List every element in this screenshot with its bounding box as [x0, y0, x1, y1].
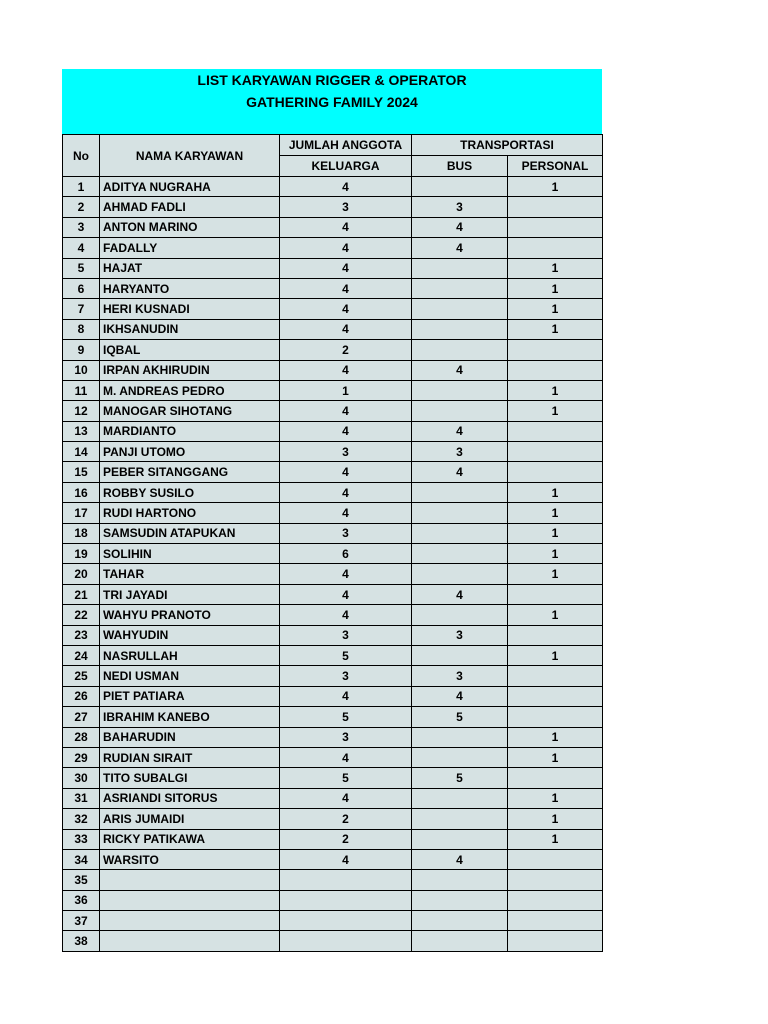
bus-count: 5 — [412, 707, 508, 727]
bus-count: 4 — [412, 217, 508, 237]
family-count — [280, 870, 412, 890]
row-number: 36 — [63, 890, 100, 910]
bus-count — [412, 380, 508, 400]
personal-count: 1 — [508, 319, 603, 339]
table-row — [63, 217, 603, 237]
personal-count: 1 — [508, 278, 603, 298]
bus-count — [412, 401, 508, 421]
family-count: 5 — [280, 768, 412, 788]
row-number: 32 — [63, 809, 100, 829]
bus-count — [412, 258, 508, 278]
family-count: 4 — [280, 788, 412, 808]
row-number: 1 — [63, 177, 100, 197]
family-count — [280, 931, 412, 951]
family-count: 4 — [280, 584, 412, 604]
employee-name: PANJI UTOMO — [100, 442, 280, 462]
bus-count — [412, 809, 508, 829]
row-number: 24 — [63, 645, 100, 665]
bus-count — [412, 319, 508, 339]
bus-count — [412, 747, 508, 767]
row-number: 28 — [63, 727, 100, 747]
employee-name: IBRAHIM KANEBO — [100, 707, 280, 727]
row-number: 9 — [63, 340, 100, 360]
employee-name: ASRIANDI SITORUS — [100, 788, 280, 808]
bus-count — [412, 645, 508, 665]
bus-count — [412, 340, 508, 360]
table-row — [63, 299, 603, 319]
family-count: 4 — [280, 747, 412, 767]
header-jumlah-anggota: JUMLAH ANGGOTA — [280, 135, 412, 156]
family-count: 4 — [280, 177, 412, 197]
row-number: 37 — [63, 911, 100, 931]
row-number: 23 — [63, 625, 100, 645]
family-count: 4 — [280, 462, 412, 482]
personal-count: 1 — [508, 727, 603, 747]
personal-count: 1 — [508, 299, 603, 319]
employee-name: MARDIANTO — [100, 421, 280, 441]
header-nama-karyawan: NAMA KARYAWAN — [100, 135, 280, 177]
employee-name: ROBBY SUSILO — [100, 482, 280, 502]
table-row — [63, 238, 603, 258]
employee-name: TAHAR — [100, 564, 280, 584]
employee-name: HAJAT — [100, 258, 280, 278]
table-row — [63, 645, 603, 665]
family-count: 4 — [280, 238, 412, 258]
table-row — [63, 870, 603, 890]
family-count: 4 — [280, 482, 412, 502]
personal-count — [508, 686, 603, 706]
bus-count: 4 — [412, 462, 508, 482]
employee-name: SAMSUDIN ATAPUKAN — [100, 523, 280, 543]
table-row — [63, 421, 603, 441]
row-number: 14 — [63, 442, 100, 462]
header-bus: BUS — [412, 156, 508, 177]
table-row — [63, 360, 603, 380]
table-row — [63, 177, 603, 197]
personal-count — [508, 849, 603, 869]
row-number: 4 — [63, 238, 100, 258]
personal-count — [508, 442, 603, 462]
personal-count — [508, 768, 603, 788]
bus-count — [412, 523, 508, 543]
employee-name: TITO SUBALGI — [100, 768, 280, 788]
row-number: 34 — [63, 849, 100, 869]
bus-count — [412, 911, 508, 931]
family-count: 4 — [280, 421, 412, 441]
personal-count — [508, 360, 603, 380]
employee-name: ADITYA NUGRAHA — [100, 177, 280, 197]
row-number: 25 — [63, 666, 100, 686]
bus-count: 3 — [412, 666, 508, 686]
bus-count: 4 — [412, 360, 508, 380]
personal-count — [508, 707, 603, 727]
family-count: 4 — [280, 217, 412, 237]
bus-count — [412, 564, 508, 584]
row-number: 8 — [63, 319, 100, 339]
family-count: 3 — [280, 727, 412, 747]
personal-count: 1 — [508, 380, 603, 400]
table-row — [63, 380, 603, 400]
family-count: 4 — [280, 299, 412, 319]
bus-count — [412, 788, 508, 808]
table-row — [63, 707, 603, 727]
row-number: 35 — [63, 870, 100, 890]
employee-name: TRI JAYADI — [100, 584, 280, 604]
family-count: 2 — [280, 809, 412, 829]
employee-name: RUDIAN SIRAIT — [100, 747, 280, 767]
bus-count — [412, 544, 508, 564]
header-no: No — [63, 135, 100, 177]
family-count: 3 — [280, 666, 412, 686]
employee-name: FADALLY — [100, 238, 280, 258]
table-row — [63, 278, 603, 298]
title-spacer — [62, 113, 602, 134]
family-count: 1 — [280, 380, 412, 400]
employee-name: NEDI USMAN — [100, 666, 280, 686]
employee-name: IKHSANUDIN — [100, 319, 280, 339]
bus-count: 3 — [412, 197, 508, 217]
family-count: 3 — [280, 197, 412, 217]
family-count: 4 — [280, 849, 412, 869]
employee-name — [100, 870, 280, 890]
row-number: 13 — [63, 421, 100, 441]
personal-count: 1 — [508, 645, 603, 665]
row-number: 38 — [63, 931, 100, 951]
personal-count — [508, 625, 603, 645]
personal-count — [508, 666, 603, 686]
personal-count: 1 — [508, 564, 603, 584]
table-row — [63, 319, 603, 339]
bus-count: 4 — [412, 849, 508, 869]
family-count: 3 — [280, 442, 412, 462]
employee-name: IRPAN AKHIRUDIN — [100, 360, 280, 380]
personal-count — [508, 238, 603, 258]
row-number: 3 — [63, 217, 100, 237]
employee-list-sheet — [62, 69, 602, 952]
personal-count: 1 — [508, 605, 603, 625]
bus-count: 4 — [412, 421, 508, 441]
row-number: 11 — [63, 380, 100, 400]
employee-name: IQBAL — [100, 340, 280, 360]
employee-name — [100, 890, 280, 910]
table-row — [63, 727, 603, 747]
bus-count — [412, 727, 508, 747]
employee-name: HERI KUSNADI — [100, 299, 280, 319]
row-number: 18 — [63, 523, 100, 543]
table-row — [63, 931, 603, 951]
row-number: 31 — [63, 788, 100, 808]
personal-count — [508, 584, 603, 604]
family-count: 4 — [280, 319, 412, 339]
table-row — [63, 666, 603, 686]
table-row — [63, 605, 603, 625]
table-row — [63, 625, 603, 645]
row-number: 30 — [63, 768, 100, 788]
header-personal: PERSONAL — [508, 156, 603, 177]
row-number: 33 — [63, 829, 100, 849]
personal-count — [508, 870, 603, 890]
personal-count: 1 — [508, 401, 603, 421]
bus-count — [412, 299, 508, 319]
employee-name: PIET PATIARA — [100, 686, 280, 706]
personal-count — [508, 217, 603, 237]
bus-count — [412, 931, 508, 951]
table-row — [63, 768, 603, 788]
bus-count: 4 — [412, 584, 508, 604]
personal-count — [508, 421, 603, 441]
personal-count: 1 — [508, 747, 603, 767]
sheet-subtitle: GATHERING FAMILY 2024 — [246, 94, 418, 110]
table-row — [63, 462, 603, 482]
employee-name — [100, 931, 280, 951]
personal-count: 1 — [508, 503, 603, 523]
row-number: 21 — [63, 584, 100, 604]
table-body — [63, 177, 603, 952]
table-row — [63, 401, 603, 421]
personal-count — [508, 890, 603, 910]
table-row — [63, 442, 603, 462]
row-number: 2 — [63, 197, 100, 217]
employee-name: RUDI HARTONO — [100, 503, 280, 523]
family-count: 6 — [280, 544, 412, 564]
row-number: 6 — [63, 278, 100, 298]
employee-name: SOLIHIN — [100, 544, 280, 564]
employee-name: MANOGAR SIHOTANG — [100, 401, 280, 421]
family-count — [280, 890, 412, 910]
personal-count — [508, 340, 603, 360]
personal-count: 1 — [508, 809, 603, 829]
family-count: 3 — [280, 523, 412, 543]
header-transportasi: TRANSPORTASI — [412, 135, 603, 156]
table-row — [63, 258, 603, 278]
table-row — [63, 564, 603, 584]
family-count: 4 — [280, 258, 412, 278]
personal-count: 1 — [508, 482, 603, 502]
sheet-title: LIST KARYAWAN RIGGER & OPERATOR — [197, 72, 467, 88]
bus-count: 5 — [412, 768, 508, 788]
family-count: 4 — [280, 503, 412, 523]
bus-count: 3 — [412, 442, 508, 462]
family-count — [280, 911, 412, 931]
employee-name: ARIS JUMAIDI — [100, 809, 280, 829]
family-count: 4 — [280, 278, 412, 298]
row-number: 7 — [63, 299, 100, 319]
row-number: 29 — [63, 747, 100, 767]
family-count: 4 — [280, 360, 412, 380]
row-number: 5 — [63, 258, 100, 278]
family-count: 4 — [280, 564, 412, 584]
row-number: 17 — [63, 503, 100, 523]
personal-count: 1 — [508, 829, 603, 849]
table-row — [63, 584, 603, 604]
row-number: 27 — [63, 707, 100, 727]
employee-table — [62, 134, 603, 952]
family-count: 4 — [280, 605, 412, 625]
row-number: 12 — [63, 401, 100, 421]
employee-name: WAHYUDIN — [100, 625, 280, 645]
personal-count: 1 — [508, 544, 603, 564]
bus-count — [412, 482, 508, 502]
bus-count — [412, 890, 508, 910]
table-row — [63, 686, 603, 706]
family-count: 2 — [280, 829, 412, 849]
family-count: 5 — [280, 645, 412, 665]
bus-count: 4 — [412, 686, 508, 706]
title-block — [62, 69, 602, 134]
family-count: 3 — [280, 625, 412, 645]
row-number: 22 — [63, 605, 100, 625]
row-number: 10 — [63, 360, 100, 380]
bus-count — [412, 503, 508, 523]
employee-name — [100, 911, 280, 931]
personal-count: 1 — [508, 788, 603, 808]
table-row — [63, 340, 603, 360]
bus-count — [412, 870, 508, 890]
personal-count — [508, 911, 603, 931]
bus-count: 4 — [412, 238, 508, 258]
family-count: 5 — [280, 707, 412, 727]
family-count: 4 — [280, 686, 412, 706]
header-row-top — [63, 135, 603, 156]
table-row — [63, 911, 603, 931]
personal-count: 1 — [508, 177, 603, 197]
row-number: 15 — [63, 462, 100, 482]
table-row — [63, 849, 603, 869]
table-row — [63, 890, 603, 910]
personal-count: 1 — [508, 258, 603, 278]
employee-name: WARSITO — [100, 849, 280, 869]
table-row — [63, 503, 603, 523]
table-row — [63, 809, 603, 829]
bus-count — [412, 278, 508, 298]
employee-name: PEBER SITANGGANG — [100, 462, 280, 482]
row-number: 20 — [63, 564, 100, 584]
personal-count — [508, 462, 603, 482]
bus-count — [412, 177, 508, 197]
table-row — [63, 197, 603, 217]
family-count: 2 — [280, 340, 412, 360]
employee-name: RICKY PATIKAWA — [100, 829, 280, 849]
personal-count — [508, 931, 603, 951]
table-row — [63, 523, 603, 543]
personal-count: 1 — [508, 523, 603, 543]
family-count: 4 — [280, 401, 412, 421]
table-row — [63, 747, 603, 767]
employee-name: WAHYU PRANOTO — [100, 605, 280, 625]
bus-count: 3 — [412, 625, 508, 645]
employee-name: AHMAD FADLI — [100, 197, 280, 217]
bus-count — [412, 605, 508, 625]
employee-name: HARYANTO — [100, 278, 280, 298]
header-keluarga: KELUARGA — [280, 156, 412, 177]
row-number: 19 — [63, 544, 100, 564]
employee-name: ANTON MARINO — [100, 217, 280, 237]
row-number: 26 — [63, 686, 100, 706]
bus-count — [412, 829, 508, 849]
table-row — [63, 788, 603, 808]
employee-name: BAHARUDIN — [100, 727, 280, 747]
table-row — [63, 544, 603, 564]
table-row — [63, 482, 603, 502]
row-number: 16 — [63, 482, 100, 502]
employee-name: NASRULLAH — [100, 645, 280, 665]
employee-name: M. ANDREAS PEDRO — [100, 380, 280, 400]
table-row — [63, 829, 603, 849]
personal-count — [508, 197, 603, 217]
